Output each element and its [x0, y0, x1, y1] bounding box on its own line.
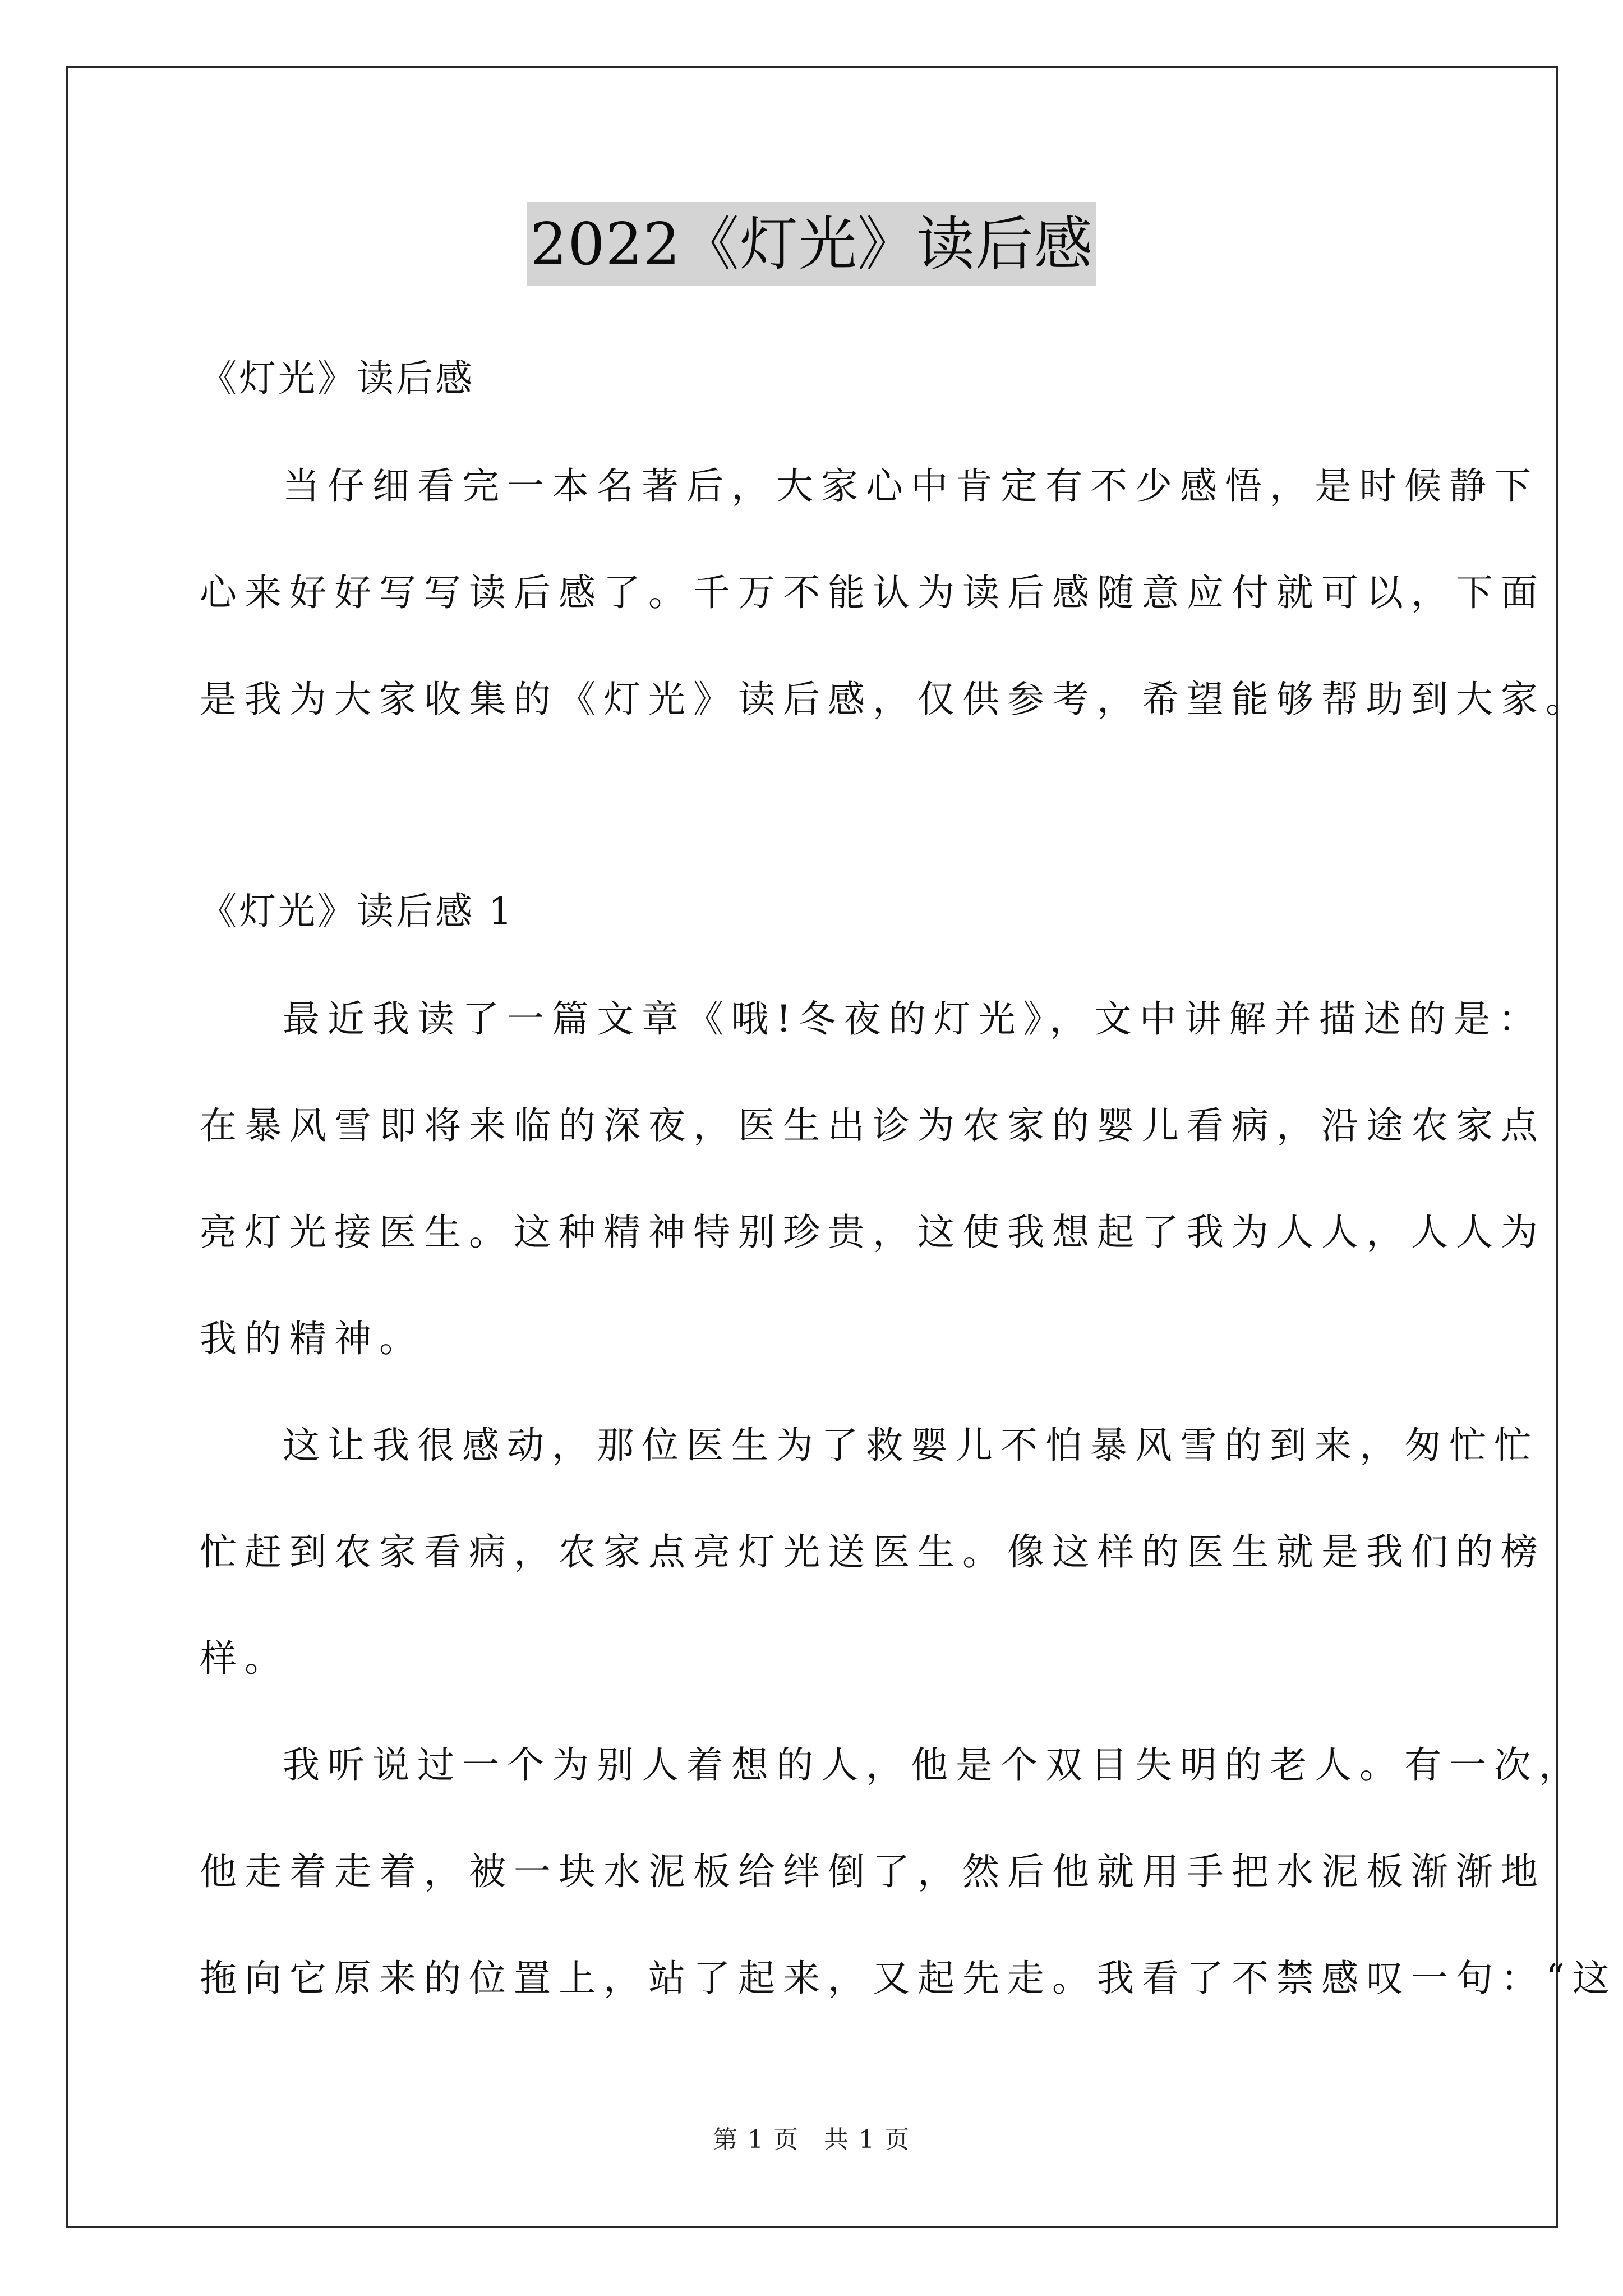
page-number: 第 1 页	[713, 2125, 799, 2154]
document-title: 2022《灯光》读后感	[527, 202, 1096, 286]
intro-heading: 《灯光》读后感	[200, 357, 474, 400]
title-wrapper	[0, 202, 1623, 286]
section1-heading: 《灯光》读后感 1	[200, 890, 514, 933]
intro-line-2: 心来好好写写读后感了。千万不能认为读后感随意应付就可以，下面	[200, 571, 1546, 614]
section1-p2-line-3: 样。	[200, 1637, 289, 1680]
intro-line-3: 是我为大家收集的《灯光》读后感，仅供参考，希望能够帮助到大家。	[200, 678, 1590, 721]
page-total: 共 1 页	[824, 2125, 910, 2154]
section1-p3-line-1: 我听说过一个为别人着想的人，他是个双目失明的老人。有一次，	[283, 1743, 1584, 1787]
section1-p1-line-1: 最近我读了一篇文章《哦!冬夜的灯光》，文中讲解并描述的是：	[283, 997, 1543, 1041]
page-footer	[0, 2123, 1623, 2157]
section1-p1-line-4: 我的精神。	[200, 1317, 424, 1360]
intro-line-1: 当仔细看完一本名著后，大家心中肯定有不少感悟，是时候静下	[283, 464, 1539, 508]
section1-p3-line-2: 他走着走着，被一块水泥板给绊倒了，然后他就用手把水泥板渐渐地	[200, 1850, 1546, 1893]
section1-p1-line-3: 亮灯光接医生。这种精神特别珍贵，这使我想起了我为人人，人人为	[200, 1211, 1546, 1254]
section1-p2-line-2: 忙赶到农家看病，农家点亮灯光送医生。像这样的医生就是我们的榜	[200, 1530, 1546, 1573]
section1-p2-line-1: 这让我很感动，那位医生为了救婴儿不怕暴风雪的到来，匆忙忙	[283, 1424, 1539, 1467]
section1-p1-line-2: 在暴风雪即将来临的深夜，医生出诊为农家的婴儿看病，沿途农家点	[200, 1104, 1546, 1147]
section1-p3-line-3: 拖向它原来的位置上，站了起来，又起先走。我看了不禁感叹一句：“这	[200, 1957, 1617, 2000]
